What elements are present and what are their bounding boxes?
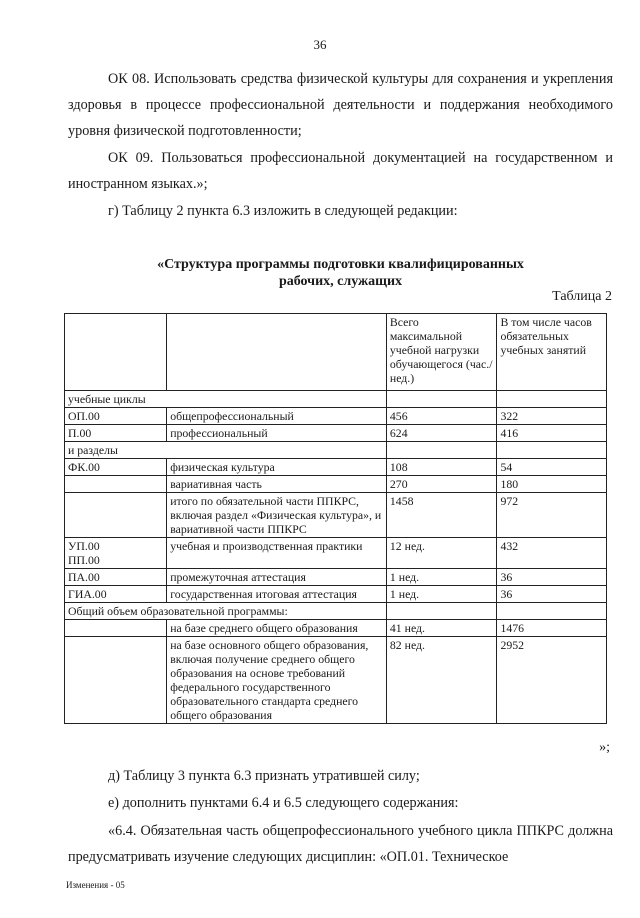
- row-total: 12 нед.: [386, 538, 497, 569]
- row-class: 36: [497, 569, 607, 586]
- row-name: на базе основного общего образования, включая получение среднего общего образования на основе требований федерального государственного образовательного стандарта среднего общего образования: [167, 637, 387, 724]
- row-total: 82 нед.: [386, 637, 497, 724]
- table-title: [68, 256, 613, 290]
- paragraph-item-e: е) дополнить пунктами 6.4 и 6.5 следующего содержания:: [108, 795, 459, 811]
- header-cell-empty: [167, 314, 387, 391]
- row-code: П.00: [65, 425, 167, 442]
- section-label: и разделы: [65, 442, 387, 459]
- table-row: [65, 603, 607, 620]
- table-row: [65, 442, 607, 459]
- row-code: ОП.00: [65, 408, 167, 425]
- row-class: 416: [497, 425, 607, 442]
- structure-table: [64, 313, 607, 724]
- row-name: учебная и производственная практики: [167, 538, 387, 569]
- row-total: 1 нед.: [386, 569, 497, 586]
- table-row: [65, 620, 607, 637]
- row-total: 1 нед.: [386, 586, 497, 603]
- page-number: 36: [313, 37, 327, 52]
- row-code: ГИА.00: [65, 586, 167, 603]
- row-name: промежуточная аттестация: [167, 569, 387, 586]
- row-class: 432: [497, 538, 607, 569]
- closing-quote: »;: [599, 740, 610, 755]
- row-class: 36: [497, 586, 607, 603]
- row-total: 456: [386, 408, 497, 425]
- header-col-class: В том числе часов обязательных учебных занятий: [497, 314, 607, 391]
- row-class: 972: [497, 493, 607, 538]
- row-total: 41 нед.: [386, 620, 497, 637]
- table-row: [65, 425, 607, 442]
- table-header-row: [65, 314, 607, 391]
- row-total: 108: [386, 459, 497, 476]
- row-code-line: ПП.00: [68, 553, 100, 567]
- row-code: ФК.00: [65, 459, 167, 476]
- table-label: Таблица 2: [552, 289, 612, 304]
- row-name: физическая культура: [167, 459, 387, 476]
- table-row: [65, 569, 607, 586]
- table-row: [65, 586, 607, 603]
- row-name: общепрофессиональный: [167, 408, 387, 425]
- row-class: 180: [497, 476, 607, 493]
- table-row: [65, 493, 607, 538]
- row-name: на базе среднего общего образования: [167, 620, 387, 637]
- paragraph-item-g: г) Таблицу 2 пункта 6.3 изложить в следующей редакции:: [108, 203, 458, 219]
- table-row: [65, 408, 607, 425]
- paragraph-ok08: ОК 08. Использовать средства физической культуры для сохранения и укрепления здоровья в процессе профессиональной деятельности и поддержания необходимого уровня физической подготовленности;: [68, 71, 613, 139]
- table-row: [65, 459, 607, 476]
- row-name: итого по обязательной части ППКРС, включая раздел «Физическая культура», и вариативной части ППКРС: [167, 493, 387, 538]
- footer-note: Изменения - 05: [66, 880, 125, 890]
- table-title-line2: рабочих, служащих: [278, 274, 403, 289]
- table-row: [65, 538, 607, 569]
- row-class: 322: [497, 408, 607, 425]
- row-total: 270: [386, 476, 497, 493]
- table-title-line1: «Структура программы подготовки квалифицированных: [157, 257, 524, 272]
- table-row: [65, 391, 607, 408]
- table-row: [65, 476, 607, 493]
- paragraph-ok09: ОК 09. Пользоваться профессиональной документацией на государственном и иностранном языках.»;: [68, 150, 613, 192]
- row-class: 2952: [497, 637, 607, 724]
- row-total: 624: [386, 425, 497, 442]
- paragraph-6-4: «6.4. Обязательная часть общепрофессионального учебного цикла ППКРС должна предусматривать изучение следующих дисциплин: «ОП.01. Техническое: [68, 823, 613, 865]
- section-label: Общий объем образовательной программы:: [65, 603, 387, 620]
- table-row: [65, 637, 607, 724]
- paragraph-item-d: д) Таблицу 3 пункта 6.3 признать утратившей силу;: [108, 768, 420, 784]
- row-name: вариативная часть: [167, 476, 387, 493]
- row-class: 1476: [497, 620, 607, 637]
- row-total: 1458: [386, 493, 497, 538]
- row-name: государственная итоговая аттестация: [167, 586, 387, 603]
- section-label: учебные циклы: [65, 391, 387, 408]
- header-col-total: Всего максимальной учебной нагрузки обучающегося (час./нед.): [386, 314, 497, 391]
- header-cell-empty: [65, 314, 167, 391]
- row-code-line: УП.00: [68, 539, 100, 553]
- row-class: 54: [497, 459, 607, 476]
- row-code: ПА.00: [65, 569, 167, 586]
- row-code: [65, 538, 167, 569]
- row-name: профессиональный: [167, 425, 387, 442]
